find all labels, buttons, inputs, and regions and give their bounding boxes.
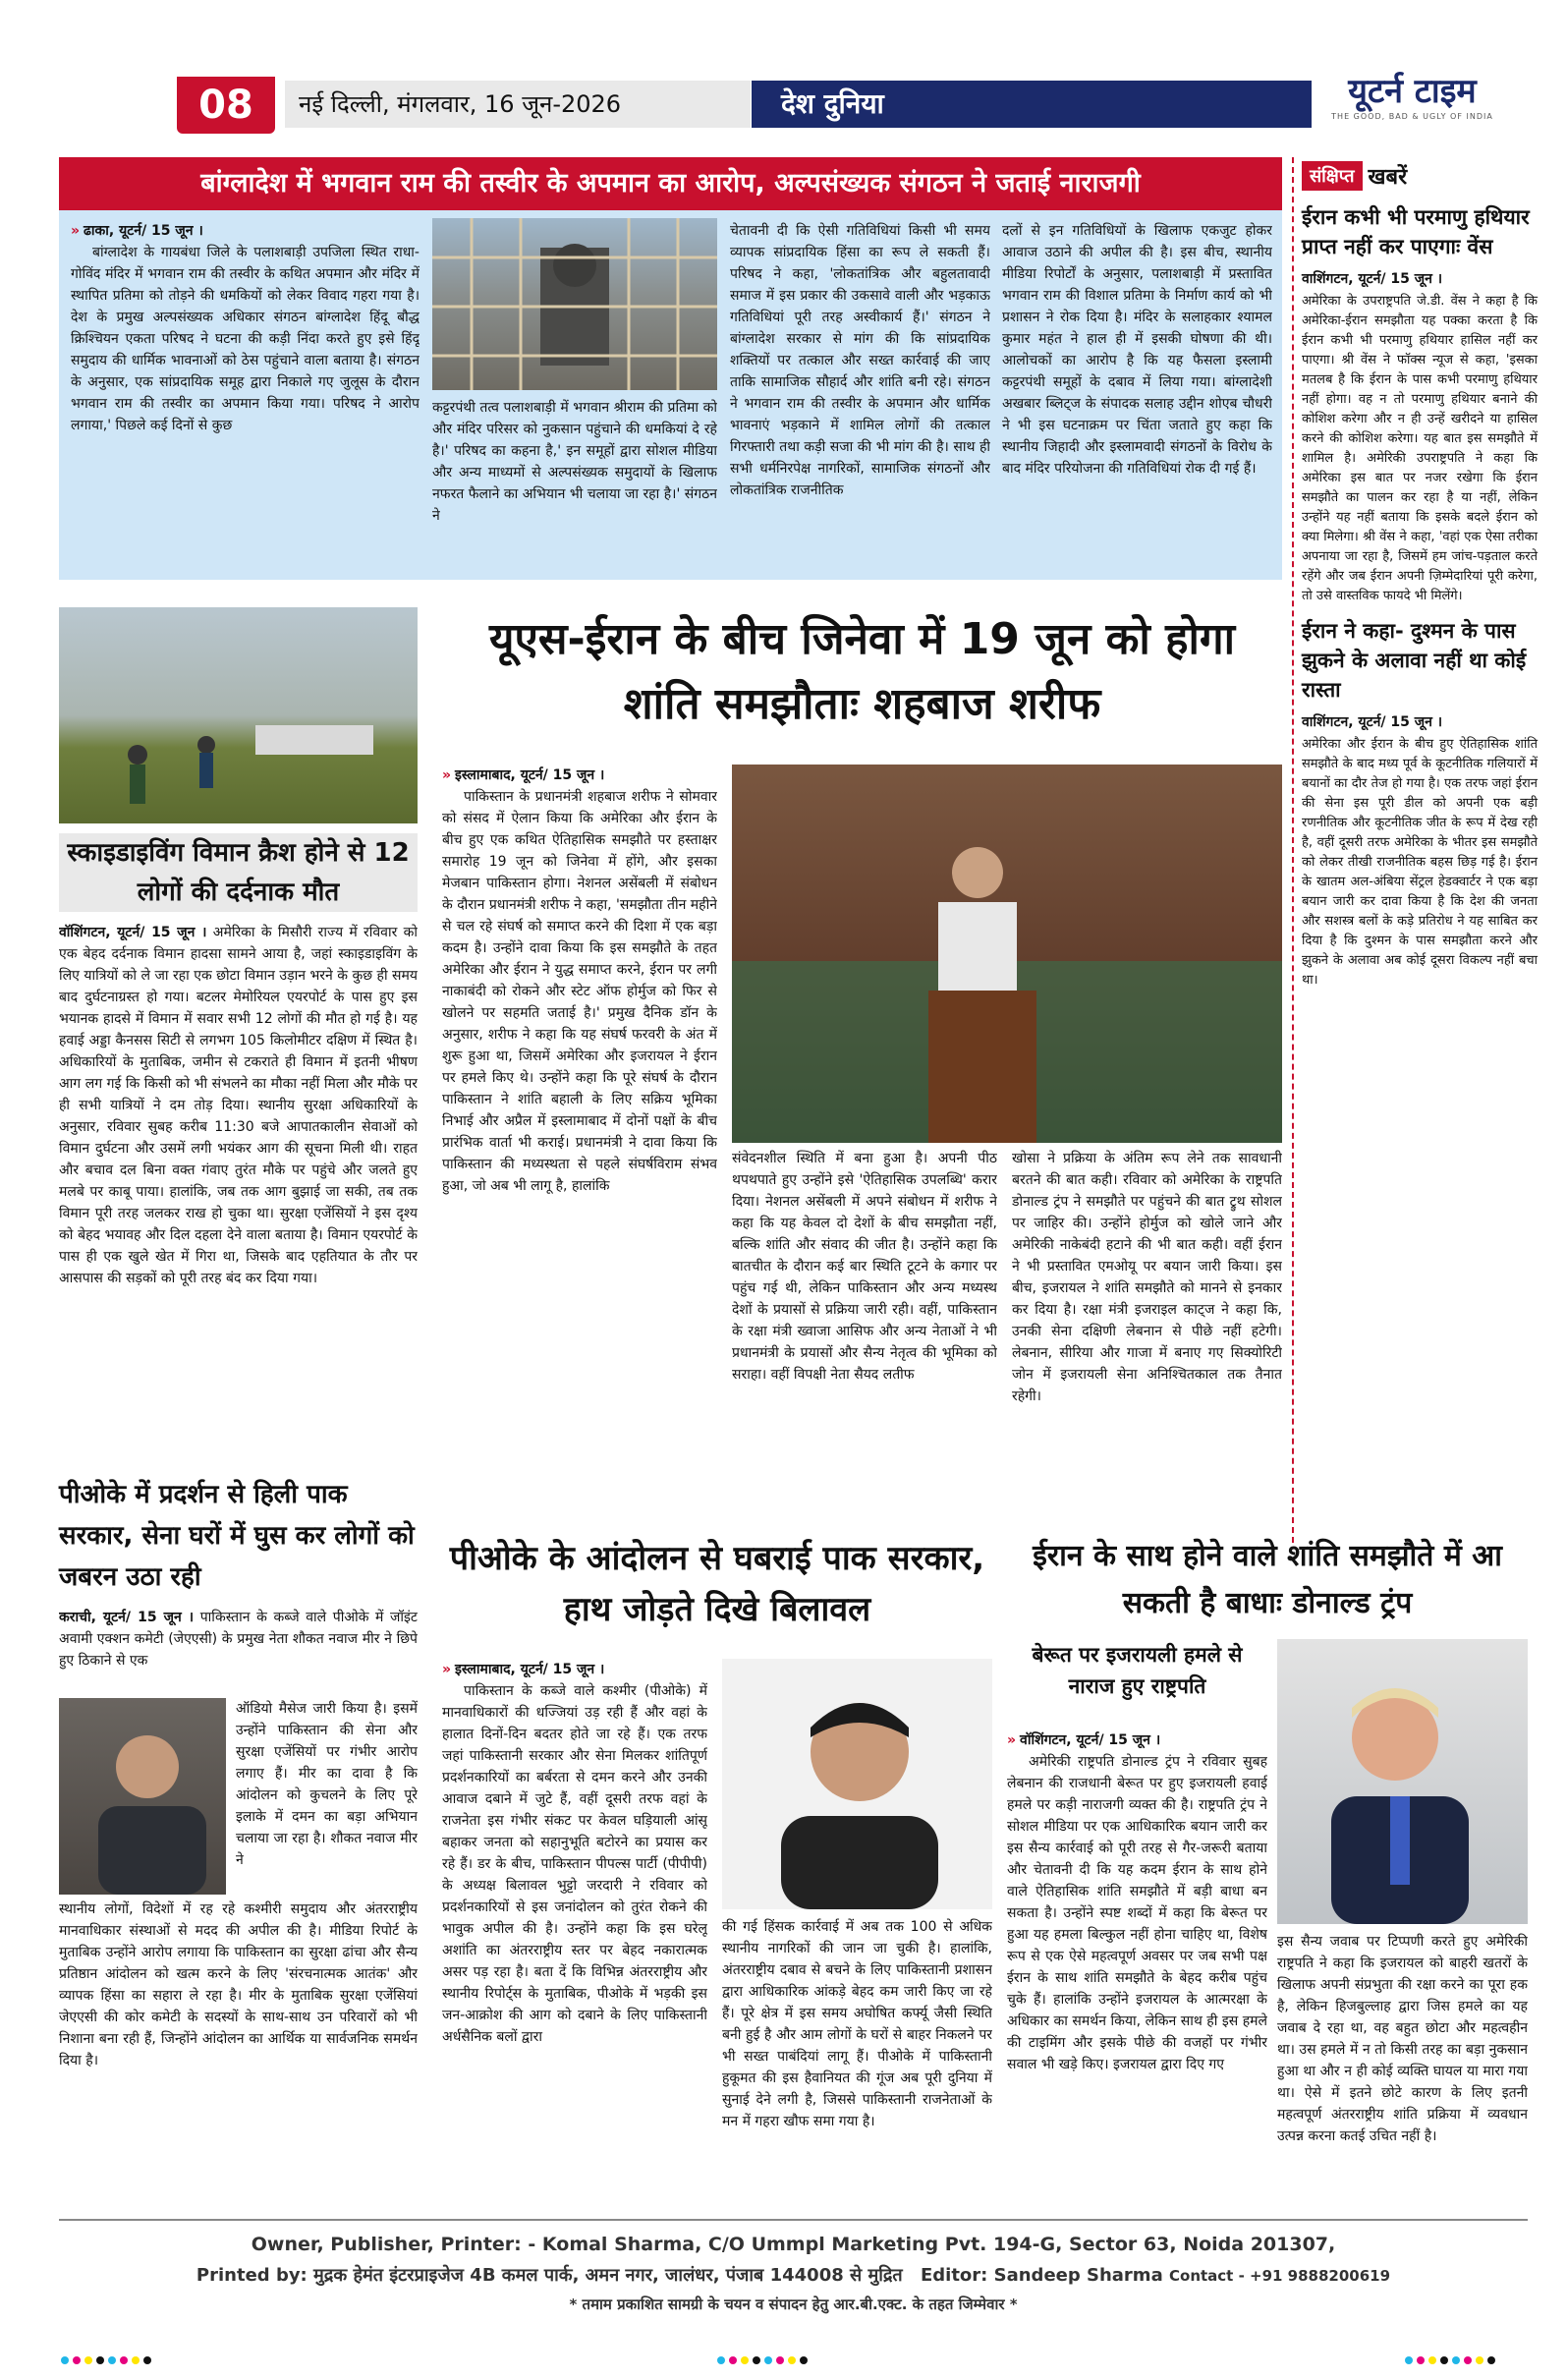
brand-name: यूटर्न टाइम <box>1348 72 1477 111</box>
editor-contact: Contact - +91 9888200619 <box>1169 2267 1391 2285</box>
story-pok2 <box>442 1533 992 2211</box>
geneva-headline: यूएस-ईरान के बीच जिनेवा में 19 जून को होगा शांति समझौताः शहबाज शरीफ <box>488 614 1236 729</box>
pok2-col-2 <box>722 1916 992 2206</box>
bd-photo-temple <box>432 218 717 390</box>
bd-col-1 <box>71 220 420 574</box>
crash-headline: स्काइडाइविंग विमान क्रैश होने से 12 लोगों की दर्दनाक मौत <box>59 833 418 912</box>
brief-2-dateline: वाशिंगटन, यूटर्न/ 15 जून । <box>1302 714 1443 730</box>
pok2-col-1 <box>442 1659 707 2204</box>
print-marks-right <box>1405 2356 1495 2364</box>
brief-1-headline: ईरान कभी भी परमाणु हथियार प्राप्त नहीं कर पाएगाः वेंस <box>1302 205 1530 258</box>
pok2-photo-bilawal <box>722 1659 992 1909</box>
pok1-text-bottom: स्थानीय लोगों, विदेशों में रह रहे कश्मीरी समुदाय और अंतरराष्ट्रीय मानवाधिकार संस्थाओं से मदद की अपील की है। मीडिया रिपोर्ट के मुताबिक उन्होंने आरोप लगाया कि पाकिस्तान का सुरक्षा ढांचा और सैन्य प्रतिष्ठान आंदोलन को खत्म करने के लिए 'संरचनात्मक आतंक' और व्यापक हिंसा का सहारा ले रहा है। मीर के मुताबिक सुरक्षा एजेंसियां जेएएसी की कोर कमेटी के सदस्यों के साथ-साथ उन परिवारों को भी निशाना बना रही हैं, जिन्होंने आंदोलन का आर्थिक या सार्वजनिक समर्थन दिया है। <box>59 1901 418 2068</box>
brief-label-2: खबरें <box>1368 165 1408 190</box>
brief-1-dateline: वाशिंगटन, यूटर्न/ 15 जून । <box>1302 271 1443 287</box>
trump-col1-text: अमेरिकी राष्ट्रपति डोनाल्ड ट्रंप ने रविवार सुबह लेबनान की राजधानी बेरूत पर हुए इजरायली हवाई हमले पर कड़ी नाराजगी व्यक्त की है। राष्ट्रपति ट्रंप ने सोशल मीडिया पर एक आधिकारिक बयान जारी कर इस सैन्य कार्रवाई को पूरी तरह से गैर-जरूरी बताया और चेतावनी दी कि यह कदम ईरान के साथ होने वाले ऐतिहासिक शांति समझौते में बड़ी बाधा बन सकता है। उन्होंने स्पष्ट शब्दों में कहा कि बेरूत पर हुआ यह हमला बिल्कुल नहीं होना चाहिए था, विशेष रूप से एक ऐसे महत्वपूर्ण अवसर पर जब सभी पक्ष ईरान के साथ शांति समझौते के बेहद करीब पहुंच चुके हैं। हालांकि उन्होंने इजरायल के आत्मरक्षा के अधिकार का समर्थन किया, लेकिन साथ ही इस हमले की टाइमिंग और इसके पीछे की वजहों पर गंभीर सवाल भी खड़े किए। इजरायल द्वारा दिए गए <box>1007 1754 1267 2072</box>
brand-logo <box>1297 71 1528 136</box>
trump-col2-text: इस सैन्य जवाब पर टिप्पणी करते हुए अमेरिकी राष्ट्रपति ने कहा कि इजरायल को बाहरी खतरों के खिलाफ अपनी संप्रभुता की रक्षा करने का पूरा हक है, लेकिन हिजबुल्लाह द्वारा जिस हमले का यह जवाब दे रहा था, वह बहुत छोटा और महत्वहीन था। उस हमले में न तो किसी तरह का बड़ा नुकसान हुआ था और न ही कोई व्यक्ति घायल या मारा गया था। ऐसे में इतने छोटे कारण के लिए इतनी महत्वपूर्ण अंतरराष्ट्रीय शांति प्रक्रिया में व्यवधान उत्पन्न करना कतई उचित नहीं है। <box>1277 1934 1528 2144</box>
story-bangladesh <box>59 157 1282 580</box>
imprint <box>59 2229 1528 2327</box>
brief-label <box>1302 157 1538 195</box>
pok1-text-top: पाकिस्तान के कब्जे वाले पीओके में जॉइंट अवामी एक्शन कमेटी (जेएएसी) के प्रमुख नेता शौकत नवाज मीर ने छिपे हुए ठिकाने से एक <box>59 1610 418 1669</box>
geneva-col-3 <box>1012 1148 1282 1492</box>
brief-label-1: संक्षिप्त <box>1302 161 1363 191</box>
trump-col-1 <box>1007 1729 1267 2206</box>
pok2-col2-text: की गई हिंसक कार्रवाई में अब तक 100 से अधिक स्थानीय नागरिकों की जान जा चुकी है। हालांकि, अंतरराष्ट्रीय दबाव से बचने के लिए पाकिस्तानी प्रशासन द्वारा आधिकारिक आंकड़े बेहद कम जारी किए जा रहे हैं। पूरे क्षेत्र में इस समय अघोषित कर्फ्यू जैसी स्थिति बनी हुई है और आम लोगों के घरों से बाहर निकलने पर भी सख्त पाबंदियां लागू हैं। पीओके में पाकिस्तानी हुकूमत की इस हैवानियत की गूंज अब पूरी दुनिया में सुनाई देने लगी है, जिससे पाकिस्तानी राजनेताओं के मन में गहरा खौफ समा गया है। <box>722 1919 992 2129</box>
geneva-dateline: » इस्लामाबाद, यूटर्न/ 15 जून । <box>442 767 605 783</box>
scaffold-icon <box>432 218 717 390</box>
pok1-headline: पीओके में प्रदर्शन से हिली पाक सरकार, सेना घरों में घुस कर लोगों को जबरन उठा रही <box>59 1480 415 1592</box>
bd-dateline: » ढाका, यूटर्न/ 15 जून । <box>71 223 203 239</box>
bd-col2-text: कट्टरपंथी तत्व पलाशबाड़ी में भगवान श्रीराम की प्रतिमा को और मंदिर परिसर को नुकसान पहुंचाने की धमकियां दे रहे है।' परिषद का कहना है,' इन समूहों द्वारा सोशल मीडिया और अन्य माध्यमों से अल्पसंख्यक समुदायों के खिलाफ नफरत फैलाने का अभियान भी चलाया जा रहा है।' संगठन ने <box>432 400 717 524</box>
trump-dateline: » वॉशिंगटन, यूटर्न/ 15 जून । <box>1007 1732 1161 1748</box>
pok2-col1-text: पाकिस्तान के कब्जे वाले कश्मीर (पीओके) में मानवाधिकारों की धज्जियां उड़ रही हैं और वहां के हालात दिनों-दिन बदतर होते जा रहे हैं। एक तरफ जहां पाकिस्तानी सरकार और सेना मिलकर शांतिपूर्ण प्रदर्शनकारियों का बर्बरता से दमन करने और उनकी आवाज दबाने में जुटे हैं, वहीं दूसरी तरफ वहां के राजनेता इस गंभीर संकट पर केवल घड़ियाली आंसू बहाकर जनता को सहानुभूति बटोरने का प्रयास कर रहे हैं। डर के बीच, पाकिस्तान पीपल्स पार्टी (पीपीपी) के अध्यक्ष बिलावल भुट्टो जरदारी ने रविवार को प्रदर्शनकारियों से इस जनांदोलन को तुरंत रोकने की भावुक अपील की है। उन्होंने कहा कि इस घरेलू अशांति का अंतरराष्ट्रीय स्तर पर बेहद नकारात्मक असर पड़ रहा है। बता दें कि विभिन्न अंतरराष्ट्रीय और स्थानीय रिपोर्ट्स के मुताबिक, पीओके में भड़की इस जन-आक्रोश की आग को दबाने के लिए पाकिस्तानी अर्धसैनिक बलों द्वारा <box>442 1683 707 2045</box>
pok1-side <box>236 1698 418 1895</box>
person-icon <box>59 1698 226 1895</box>
printed-by-label: Printed by: <box>196 2265 308 2286</box>
imprint-printer <box>59 2260 1528 2292</box>
section-name: देश दुनिया <box>781 87 884 120</box>
bd-headline: बांग्लादेश में भगवान राम की तस्वीर के अपमान का आरोप, अल्पसंख्यक संगठन ने जताई नाराजगी <box>200 168 1141 198</box>
geneva-col3-text: खोसा ने प्रक्रिया के अंतिम रूप लेने तक सावधानी बरतने की बात कही। रविवार को अमेरिका के राष्ट्रपति डोनाल्ड ट्रंप ने समझौते पर पहुंचने की बात ट्रुथ सोशल पर जाहिर की। उन्होंने होर्मुज को खोले जाने और अमेरिकी नाकेबंदी हटाने की भी बात कही। वहीं ईरान ने भी प्रस्तावित एमओयू पर बयान जारी किया। इस बीच, इजरायल ने शांति समझौते को मानने से इनकार कर दिया है। रक्षा मंत्री इजराइल काट्ज ने कहा कि, उनकी सेना दक्षिणी लेबनान से पीछे नहीं हटेगी। लेबनान, सीरिया और गाजा में बनाए गए सिक्योरिटी जोन में इजरायली सेना अनिश्चितकाल तक तैनात रहेगी। <box>1012 1151 1282 1404</box>
pok1-text-side: ऑडियो मैसेज जारी किया है। इसमें उन्होंने पाकिस्तान की सेना और सुरक्षा एजेंसियों पर गंभीर आरोप लगाए हैं। मीर का दावा है कि आंदोलन को कुचलने के लिए पूरे इलाके में दमन का बड़ा अभियान चलाया जा रहा है। शौकत नवाज मीर ने <box>236 1701 418 1868</box>
bd-headline-bar <box>59 157 1282 210</box>
geneva-photo-assembly <box>732 765 1282 1143</box>
brief-1-text: अमेरिका के उपराष्ट्रपति जे.डी. वेंस ने कहा है कि अमेरिका-ईरान समझौता यह पक्का करता है कि ईरान कभी भी परमाणु हथियार हासिल नहीं कर पाएगा। श्री वेंस ने फॉक्स न्यूज से कहा, 'इसका मतलब है कि ईरान के पास कभी परमाणु हथियार नहीं होगा। वह न तो परमाणु हथियार बनाने की कोशिश करेगा और न ही उन्हें खरीदने या हासिल करने की कोशिश करेगा। यह बात इस समझौते में शामिल है। अमेरिकी उपराष्ट्रपति ने कहा कि अमेरिका इस बात पर नजर रखेगा कि ईरान समझौते का पालन कर रहा है या नहीं, लेकिन उन्होंने यह नहीं बताया कि इसके बदले ईरान को क्या मिलेगा। श्री वेंस ने कहा, 'वहां एक ऐसा तरीका अपनाया जा रहा है, जिसमें हम जांच-पड़ताल करते रहेंगे और जब ईरान अपनी ज़िम्मेदारियां पूरी करेगा, तो उसे वास्तविक फायदे भी मिलेंगे। <box>1302 294 1538 603</box>
brand-tagline: THE GOOD, BAD & UGLY OF INDIA <box>1331 112 1493 121</box>
crash-body <box>59 922 418 1334</box>
crash-photo <box>59 607 418 823</box>
crash-dateline: वॉशिंगटन, यूटर्न/ 15 जून । <box>59 925 207 940</box>
trump-headline: ईरान के साथ होने वाले शांति समझौते में आ सकती है बाधाः डोनाल्ड ट्रंप <box>1033 1539 1502 1620</box>
edition-date: नई दिल्ली, मंगलवार, 16 जून-2026 <box>299 90 622 118</box>
imprint-owner: Owner, Publisher, Printer: - Komal Sharma, C/O Ummpl Marketing Pvt. 194-G, Sector 63, Noida 201307, <box>251 2234 1336 2255</box>
person-icon <box>722 1659 992 1909</box>
pok1-photo-leader <box>59 1698 226 1895</box>
pok2-headline: पीओके के आंदोलन से घबराई पाक सरकार, हाथ जोड़ते दिखे बिलावल <box>449 1539 985 1629</box>
brief-2-headline: ईरान ने कहा- दुश्मन के पास झुकने के अलावा नहीं था कोई रास्ता <box>1302 619 1527 702</box>
story-trump <box>1007 1533 1528 2211</box>
pok1-dateline: कराची, यूटर्न/ 15 जून । <box>59 1610 195 1625</box>
footer-divider <box>59 2219 1528 2221</box>
dateline-bar <box>285 81 751 128</box>
editor-name: Editor: Sandeep Sharma <box>920 2265 1163 2286</box>
story-crash <box>59 607 418 1492</box>
geneva-col2-text: संवेदनशील स्थिति में बना हुआ है। अपनी पीठ थपथपाते हुए उन्होंने इसे 'ऐतिहासिक उपलब्धि' करार दिया। नेशनल असेंबली में अपने संबोधन में शरीफ ने कहा कि यह केवल दो देशों के बीच समझौता नहीं, बल्कि शांति और संवाद की जीत है। उन्होंने कहा कि बातचीत के दौरान कई बार स्थिति टूटने के कगार पर पहुंच गई थी, लेकिन पाकिस्तान और अन्य मध्यस्थ देशों के प्रयासों से प्रक्रिया जारी रही। वहीं, पाकिस्तान के रक्षा मंत्री ख्वाजा आसिफ और अन्य नेताओं ने भी प्रधानमंत्री के प्रयासों और सैन्य नेतृत्व की भूमिका को सराहा। वहीं विपक्षी नेता सैयद लतीफ <box>732 1151 997 1383</box>
bd-col-2 <box>432 397 717 574</box>
section-bar <box>752 81 1312 128</box>
imprint-disclaimer: * तमाम प्रकाशित सामग्री के चयन व संपादन हेतु आर.बी.एक्ट. के तहत जिम्मेवार * <box>569 2295 1018 2313</box>
story-geneva <box>442 607 1282 1516</box>
sidebar-briefs <box>1292 157 1538 1543</box>
crash-text: अमेरिका के मिसौरी राज्य में रविवार को एक बेहद दर्दनाक विमान हादसा सामने आया है, जहां स्काइडाइविंग के लिए यात्रियों को ले जा रहा एक छोटा विमान उड़ान भरने के कुछ ही समय बाद दुर्घटनाग्रस्त हो गया। बटलर मेमोरियल एयरपोर्ट के पास हुए इस भयानक हादसे में विमान में सवार सभी 12 लोगों की मौत हो गई है। यह हवाई अड्डा कैनसस सिटी से लगभग 105 किलोमीटर दक्षिण में स्थित है। अधिकारियों के मुताबिक, जमीन से टकराते ही विमान में इतनी भीषण आग लग गई कि किसी को भी संभलने का मौका नहीं मिला और मौके पर ही सभी यात्रियों ने दम तोड़ दिया। स्थानीय सुरक्षा अधिकारियों के अनुसार, रविवार सुबह करीब 11:30 बजे आपातकालीन सेवाओं को विमान दुर्घटना और उसमें लगी भयंकर आग की सूचना मिली थी। राहत और बचाव दल बिना वक्त गंवाए तुरंत मौके पर पहुंचे और जलते हुए मलबे पर काबू पाया। हालांकि, जब तक आग बुझाई जा सकी, तब तक विमान पूरी तरह जलकर राख हो चुका था। सुरक्षा एजेंसियों ने इस दृश्य को बेहद भयावह और दिल दहला देने वाला बताया है। विमान एयरपोर्ट के पास ही एक खुले खेत में गिरा था, जिसके बाद एहतियात के तौर पर आसपास की सड़कों को पूरी तरह बंद कर दिया गया। <box>59 925 418 1286</box>
page-number-badge <box>177 77 275 134</box>
pok1-top <box>59 1607 418 1695</box>
print-marks-center <box>717 2356 808 2364</box>
print-marks-left <box>61 2356 151 2364</box>
trump-col-2 <box>1277 1931 1528 2206</box>
trump-subhead: बेरूत पर इजरायली हमले से नाराज हुए राष्ट्रपति <box>1032 1643 1243 1698</box>
bd-col3-text: चेतावनी दी कि ऐसी गतिविधियां किसी भी समय व्यापक सांप्रदायिक हिंसा का रूप ले सकती हैं। परिषद ने कहा, 'लोकतांत्रिक और बहुलतावादी समाज में इस प्रकार की उकसावे वाली और भड़काऊ गतिविधियां पूरी तरह अस्वीकार्य हैं।' संगठन ने बांग्लादेश सरकार से मांग की कि सांप्रदायिक शक्तियों पर तत्काल और सख्त कार्रवाई की जाए ताकि सामाजिक सौहार्द और शांति बनी रहे। संगठन ने भगवान राम की तस्वीर के अपमान और धार्मिक भावनाएं भड़काने में शामिल लोगों की तत्काल गिरफ्तारी तथा कड़ी सजा की भी मांग की है। साथ ही सभी धर्मनिरपेक्ष नागरिकों, सामाजिक संगठनों और लोकतांत्रिक राजनीतिक <box>730 223 990 498</box>
page-header <box>59 59 1528 147</box>
pok1-bottom <box>59 1898 418 2154</box>
bd-col-4 <box>1002 220 1272 574</box>
printer-address: मुद्रक हेमंत इंटरप्राइजेज 4B कमल पार्क, अमन नगर, जालंधर, पंजाब 144008 से मुद्रित <box>313 2265 903 2286</box>
trump-photo <box>1277 1639 1528 1924</box>
podium-icon <box>732 765 1282 1143</box>
bd-col-3 <box>730 220 990 574</box>
page-number: 08 <box>198 83 253 128</box>
bd-col4-text: दलों से इन गतिविधियों के खिलाफ एकजुट होकर आवाज उठाने की अपील की है। इस बीच, स्थानीय मीडिया रिपोर्टों के अनुसार, पलाशबाड़ी में प्रस्तावित भगवान राम की विशाल प्रतिमा के निर्माण कार्य को भी प्रशासन ने रोक दिया है। मंदिर के सलाहकार श्यामल कुमार महंत ने हाल ही में इसकी घोषणा की थी। आलोचकों का आरोप है कि यह फैसला इस्लामी कट्टरपंथी समूहों के दबाव में लिया गया। बांग्लादेशी अखबार ब्लिट्ज के संपादक सलाह उद्दीन शोएब चौधरी ने भी इस घटनाक्रम पर चिंता जताते हुए कहा कि स्थानीय जिहादी और इस्लामवादी संगठनों के विरोध के बाद मंदिर परियोजना की गतिविधियां रोक दी गई हैं। <box>1002 223 1272 477</box>
geneva-col1-text: पाकिस्तान के प्रधानमंत्री शहबाज शरीफ ने सोमवार को संसद में ऐलान किया कि अमेरिका और ईरान के बीच हुए एक कथित ऐतिहासिक समझौते पर हस्ताक्षर समारोह 19 जून को जिनेवा में होंगे, और इसका मेजबान पाकिस्तान होगा। नेशनल असेंबली में संबोधन के दौरान प्रधानमंत्री शरीफ ने कहा, 'समझौता तीन महीने से चल रहे संघर्ष को समाप्त करने की दिशा में एक बड़ा कदम है। उन्होंने दावा किया कि इस समझौते के तहत अमेरिका और ईरान ने युद्ध समाप्त करने, ईरान पर लगी नाकाबंदी को रोकने और स्टेट ऑफ होर्मुज को फिर से खोलने पर सहमति जताई है।' प्रमुख दैनिक डॉन के अनुसार, शरीफ ने कहा कि यह संघर्ष फरवरी के अंत में शुरू हुआ था, जिसमें अमेरिका और इजरायल ने ईरान पर हमले किए थे। उन्होंने कहा कि पूरे संघर्ष के दौरान पाकिस्तान ने शांति बहाली के लिए सक्रिय भूमिका निभाई और अप्रैल में इस्लामाबाद में दोनों पक्षों के बीच प्रारंभिक वार्ता भी कराई। प्रधानमंत्री ने दावा किया कि पाकिस्तान की मध्यस्थता से पहले संघर्षविराम संभव हुआ, जो अब भी लागू है, हालांकि <box>442 789 717 1194</box>
wreckage-icon <box>59 607 418 823</box>
bd-col1-text: बांग्लादेश के गायबंधा जिले के पलाशबाड़ी उपजिला स्थित राधा-गोविंद मंदिर में भगवान राम की तस्वीर के कथित अपमान और मंदिर में स्थापित प्रतिमा को तोड़ने की धमकियों को लेकर विवाद गहरा गया है। देश के प्रमुख अल्पसंख्यक अधिकार संगठन बांग्लादेश हिंदू बौद्ध क्रिश्चियन एकता परिषद ने घटना की कड़ी निंदा करते हुए इसे हिंदू समुदाय की धार्मिक भावनाओं को ठेस पहुंचाने वाला बताया है। संगठन के अनुसार, एक सांप्रदायिक समूह द्वारा निकाले गए जुलूस के दौरान भगवान राम की तस्वीर का अपमान किया गया। परिषद ने आरोप लगाया,' पिछले कई दिनों से कुछ <box>71 245 420 433</box>
geneva-col-1 <box>442 765 717 1492</box>
geneva-col-2 <box>732 1148 997 1492</box>
person-icon <box>1277 1639 1528 1924</box>
pok2-dateline: » इस्लामाबाद, यूटर्न/ 15 जून । <box>442 1662 605 1677</box>
story-pok1 <box>59 1474 418 2201</box>
brief-2-text: अमेरिका और ईरान के बीच हुए ऐतिहासिक शांति समझौते के बाद मध्य पूर्व के कूटनीतिक गलियारों में बयानों का दौर तेज हो गया है। एक तरफ जहां ईरान की सेना इस पूरी डील को अपनी एक बड़ी रणनीतिक और कूटनीतिक जीत के रूप में देख रही है, वहीं दूसरी तरफ अमेरिका के भीतर इस समझौते को लेकर तीखी राजनीतिक बहस छिड़ गई है। ईरान के खातम अल-अंबिया सेंट्रल हेडक्वार्टर ने एक बड़ा बयान जारी कर दावा किया है कि देश की जनता और सशस्त्र बलों के कड़े प्रतिरोध ने यह साबित कर दिया है कि दुश्मन के पास समझौता करने और झुकने के अलावा अब कोई दूसरा विकल्प नहीं बचा था। <box>1302 737 1538 988</box>
